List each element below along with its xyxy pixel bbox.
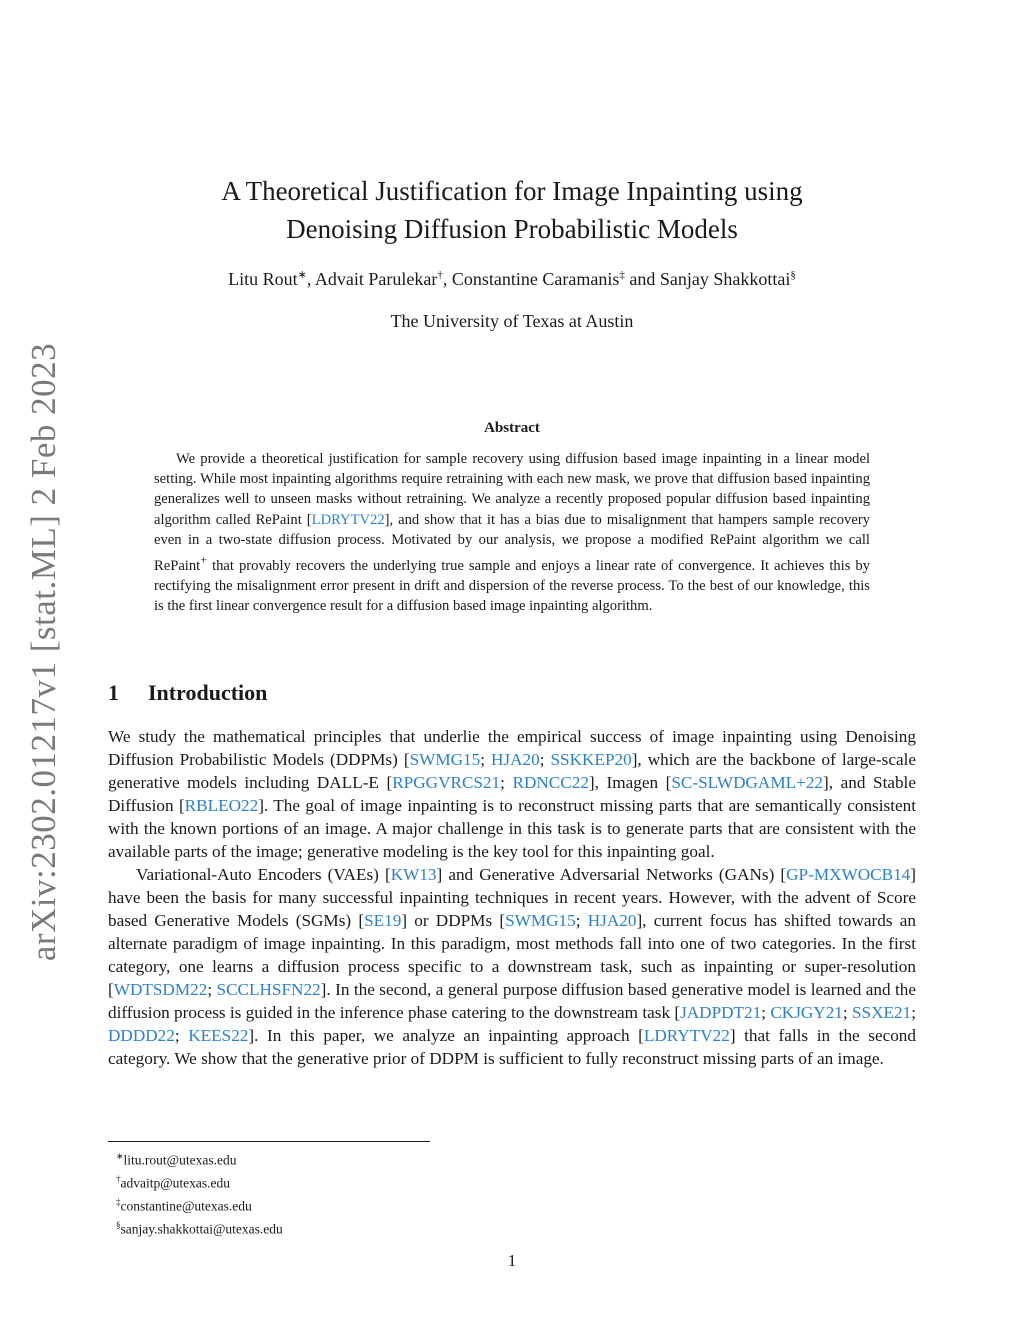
citation-link[interactable]: DDDD22: [108, 1026, 175, 1045]
paragraph-text: ] or DDPMs [: [401, 911, 506, 930]
citation-link[interactable]: CKJGY21: [770, 1003, 843, 1022]
author-mark: §: [790, 269, 796, 281]
author-separator: ,: [306, 269, 315, 289]
paragraph-text: ] that falls in the second category. We show that the generative prior of DDPM is sufficient to fully reconstruct missing parts of an image.: [108, 1026, 916, 1068]
author-list: [100, 268, 924, 290]
footnotes: [108, 1147, 283, 1239]
paragraph-text: ], which are the backbone of large-scale generative models including DALL-E [: [108, 750, 916, 792]
citation-link[interactable]: SWMG15: [505, 911, 576, 930]
citation-link[interactable]: KW13: [390, 865, 437, 884]
footnote-mark: ∗: [116, 1151, 124, 1161]
citation-link[interactable]: RDNCC22: [512, 773, 589, 792]
abstract-text: ], and show that it has a bias due to misalignment that hampers sample recovery even in a two-state diffusion process. Motivated by our analysis, we propose a modified RePaint algorithm we call RePaint: [154, 511, 870, 574]
footnote-email: litu.rout@utexas.edu: [123, 1152, 237, 1168]
paragraph-text: ]. In this paper, we analyze an inpainting approach [: [248, 1026, 644, 1045]
abstract-heading: Abstract: [484, 420, 540, 436]
citation-link[interactable]: RPGGVRCS21: [392, 773, 501, 792]
footnote: [116, 1193, 283, 1216]
footnote-mark: §: [116, 1220, 121, 1230]
citation-link[interactable]: SSXE21: [852, 1003, 912, 1022]
title-line-1: A Theoretical Justification for Image Inpainting using: [221, 176, 803, 206]
footnote: [116, 1216, 283, 1239]
citation-link[interactable]: LDRYTV22: [311, 511, 385, 528]
section-title: Introduction: [148, 680, 268, 705]
paragraph-text: We study the mathematical principles that underlie the empirical success of image inpainting using Denoising Diffusion Probabilistic Models (DDPMs) [: [108, 727, 916, 769]
abstract-text: that provably recovers the underlying true sample and enjoys a linear rate of convergence. It achieves this by rectifying the misalignment error present in drift and dispersion of the reverse process. To the best of our knowledge, this is the first linear convergence result for a diffusion based image inpainting algorithm.: [154, 557, 870, 615]
paragraph-text: ;: [761, 1003, 771, 1022]
footnote-mark: †: [116, 1174, 121, 1184]
footnote-email: advaitp@utexas.edu: [120, 1175, 231, 1191]
author-name: Constantine Caramanis: [451, 269, 620, 289]
footnote: [116, 1170, 283, 1193]
citation-link[interactable]: SC-SLWDGAML+22: [671, 773, 824, 792]
section-heading: [108, 680, 267, 706]
citation-link[interactable]: HJA20: [491, 750, 540, 769]
citation-link[interactable]: WDTSDM22: [113, 980, 208, 999]
paragraph-text: ;: [842, 1003, 852, 1022]
paper-title: [100, 172, 924, 248]
paragraph-text: ;: [539, 750, 551, 769]
citation-link[interactable]: RBLEO22: [184, 796, 259, 815]
author-name: Advait Parulekar: [314, 269, 438, 289]
citation-link[interactable]: GP-MXWOCB14: [786, 865, 911, 884]
paragraph-text: ;: [911, 1003, 916, 1022]
abstract-text: We provide a theoretical justification for sample recovery using diffusion based image inpainting in a linear model setting. While most inpainting algorithms require retraining with each new mask, we prove that diffusion based inpainting generalizes well to unseen masks without retraining. We analyze a recently proposed popular diffusion based inpainting algorithm called RePaint [: [154, 451, 870, 528]
citation-link[interactable]: KEES22: [188, 1026, 249, 1045]
citation-link[interactable]: SCCLHSFN22: [216, 980, 321, 999]
paragraph-text: ], current focus has shifted towards an alternate paradigm of image inpainting. In this paradigm, most methods fall into one of two categories. In the first category, one learns a diffusion process specific to a downstream task, such as inpainting or super-resolution [: [108, 911, 916, 999]
footnote-mark: ‡: [116, 1197, 121, 1207]
citation-link[interactable]: HJA20: [587, 911, 637, 930]
citation-link[interactable]: SE19: [364, 911, 402, 930]
paragraph-text: ] have been the basis for many successful inpainting techniques in recent years. However, with the advent of Score based Generative Models (SGMs) [: [108, 865, 916, 930]
section-number: 1: [108, 680, 119, 705]
citation-link[interactable]: SSKKEP20: [550, 750, 632, 769]
author-name: Litu Rout: [228, 269, 298, 289]
paragraph-text: ], Imagen [: [588, 773, 672, 792]
citation-link[interactable]: JADPDT21: [680, 1003, 762, 1022]
footnote-email: constantine@utexas.edu: [120, 1198, 252, 1214]
author-mark: ∗: [297, 269, 307, 281]
author-name: Sanjay Shakkottai: [659, 269, 791, 289]
paragraph-text: ] and Generative Adversarial Networks (GANs) [: [436, 865, 787, 884]
paragraph: [108, 725, 916, 863]
citation-link[interactable]: LDRYTV22: [643, 1026, 730, 1045]
paragraph-text: ;: [500, 773, 513, 792]
footnote: [116, 1147, 283, 1170]
paragraph-text: ;: [174, 1026, 189, 1045]
arxiv-sidebar: [14, 342, 74, 962]
paragraph-text: ], and Stable Diffusion [: [108, 773, 916, 815]
paragraph-text: Variational-Auto Encoders (VAEs) [: [136, 865, 391, 884]
author-separator: and: [624, 269, 660, 289]
author-separator: ,: [442, 269, 452, 289]
page-number: 1: [507, 1251, 517, 1270]
arxiv-identifier: arXiv:2302.01217v1 [stat.ML] 2 Feb 2023: [24, 342, 63, 962]
footnote-email: sanjay.shakkottai@utexas.edu: [120, 1221, 283, 1237]
affiliation: The University of Texas at Austin: [390, 311, 634, 331]
footnote-rule: [108, 1141, 430, 1142]
paragraph-text: ;: [207, 980, 217, 999]
title-line-2: Denoising Diffusion Probabilistic Models: [286, 214, 738, 244]
paragraph: [108, 863, 916, 1070]
introduction-body: [108, 725, 916, 1070]
paragraph-text: ]. In the second, a general purpose diffusion based generative model is learned and the diffusion process is guided in the inference phase catering to the downstream task [: [108, 980, 916, 1022]
author-mark: †: [437, 269, 443, 281]
paragraph-text: ;: [480, 750, 492, 769]
paragraph-text: ]. The goal of image inpainting is to reconstruct missing parts that are semantically consistent with the known portions of an image. A major challenge in this task is to generate parts that are consistent with the available parts of the image; generative modeling is the key tool for this inpainting goal.: [108, 796, 916, 861]
author-mark: ‡: [619, 269, 625, 281]
citation-link[interactable]: SWMG15: [409, 750, 481, 769]
abstract-body: [154, 449, 870, 616]
abstract-superscript: +: [200, 553, 208, 568]
paragraph-text: ;: [575, 911, 588, 930]
